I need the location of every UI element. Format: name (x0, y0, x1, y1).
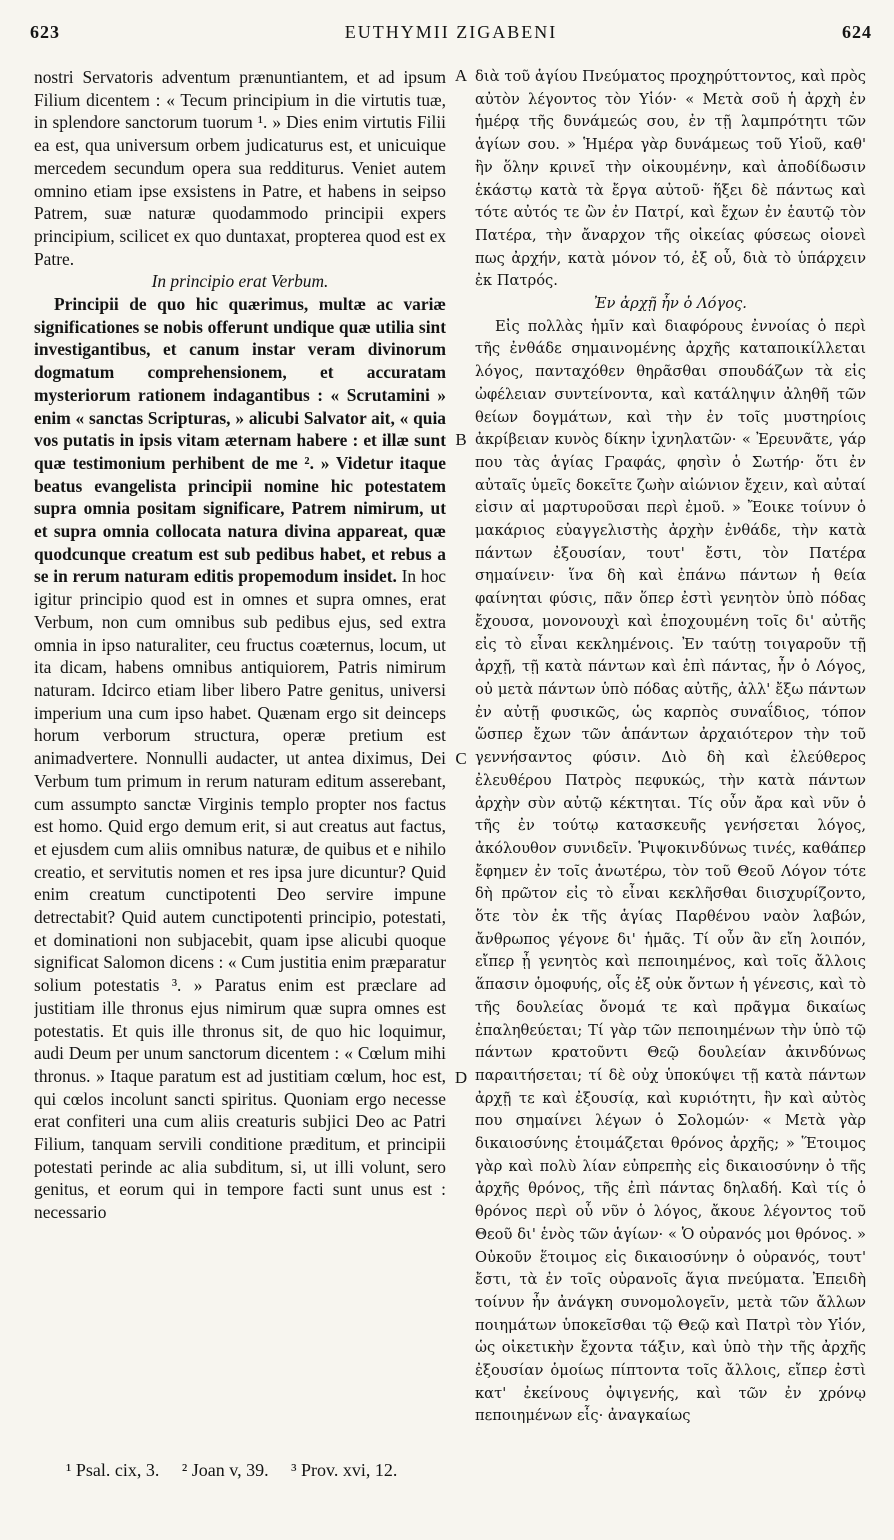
greek-column (475, 66, 866, 1426)
right-page-number: 624 (842, 22, 872, 42)
latin-bold-text: Principii de quo hic quærimus, multæ ac variæ significationes se nobis offerunt undique quæ utilia sint investigantibus, et canum instar veram divinorum dogmatum comprehensionem, et accuratam mysteriorum rationem indagantibus : « Scrutamini » enim « sanctas Scripturas, » alicubi Salvator ait, « quia vos putatis in ipsis vitam æternam habere : et illæ sunt quæ testimonium perhibent de me ². » Videtur itaque beatus evangelista principii nomine hic potestatem supra omnia positam significare, Patrem nimirum, ut et supra omnia collocata natura divina appareat, quæ quodcunque creatum est sub pedibus habet, et rebus a se in rerum naturam editis propemodum insidet. (34, 294, 446, 587)
latin-paragraph: nostri Servatoris adventum prænuntiantem, et ad ipsum Filium dicentem : « Tecum principium in die virtutis tuæ, in splendore sanctorum tuorum ¹. » Dies enim virtutis Filii ea est, qua universum orbem judicaturus est, et unicuique mercedem secundum opera sua redditurus. Veniet autem omnino etiam ipse exsistens in Patre, et habens in seipso Patrem, suæ naturæ quodammodo principii expers principium, scilicet ex quo duntaxat, propterea quod est ex Patre. (34, 67, 446, 269)
footnotes (66, 1460, 466, 1481)
margin-marker-b: B (455, 430, 467, 449)
footnote: ³ Prov. xvi, 12. (291, 1460, 398, 1480)
footnote: ² Joan v, 39. (181, 1460, 269, 1480)
running-title: EUTHYMII ZIGABENI (344, 22, 558, 42)
greek-paragraph: διὰ τοῦ ἁγίου Πνεύματος προχηρύττοντος, καὶ πρὸς αὐτὸν λέγοντος τὸν Υἱόν· « Μετὰ σοῦ ἡ ἀρχὴ ἐν ἡμέρᾳ τῆς δυνάμεώς σου, ἐν τῇ λαμπρότητι τῶν ἁγίων σου. » Ἡμέρα γὰρ δυνάμεως τοῦ Υἱοῦ, καθ' ἣν ὅλην κρινεῖ τὴν οἰκουμένην, καὶ ἀποδίδωσιν ἑκάστῳ κατὰ τὰ ἔργα αὐτοῦ· ἥξει δὲ πάντως καὶ τότε αὐτός τε ὢν ἐν Πατρί, καὶ ἔχων ἐν ἑαυτῷ τὸν Πατέρα, τὴν ἄναρχον τῆς οἰκείας φύσεως οἱονεὶ πως ἀρχήν, κατὰ μόνον τό, ἐξ οὗ, διὰ τὸ ὑπάρχειν ἐκ Πατρός. (475, 68, 866, 290)
margin-marker-d: D (454, 1068, 468, 1087)
margin-marker-a: A (454, 66, 468, 85)
latin-paragraph (34, 293, 446, 1224)
running-header (30, 8, 872, 48)
footnote: ¹ Psal. cix, 3. (66, 1460, 160, 1480)
left-page-number: 623 (30, 22, 60, 42)
margin-markers (451, 66, 471, 1426)
latin-lemma-heading: In principio erat Verbum. (151, 271, 329, 292)
latin-text: In hoc igitur principio quod est in omnes et supra omnes, erat Verbum, non cum omnibus sub pedibus ejus, sed extra omnia in ipso naturaliter, ceu fructus coæternus, locum, ut ita dicam, habens omnibus antiquiorem, Patris nimirum naturam. Idcirco etiam liber libero Patre genitus, universi imperium una cum ipso habet. Quænam ergo sit deinceps horum verborum structura, operæ pretium est animadvertere. Nonnulli audacter, ut antea diximus, Dei Verbum tum primum in rerum naturam editum asserebant, cum assumpto sanctæ Virginis templo propter nos factus est homo. Quid ergo demum erit, si aut creatus aut factus, et ejusdem cum aliis omnibus naturæ, de quibus et e nihilo creatio, et servitutis nomen et res ipsa jure dicuntur? Quid enim creatum cunctipotenti Deo servire impune detrectabit? Quid autem cunctipotenti principio, potestati, et dominationi non subjacebit, quam ipse alicubi quoque significat Salomon dicens : « Cum justitia enim præparatur solium potestatis ³. » Paratus enim est præclare ad justitiam ille thronus ejus nimirum quæ supra omnes est potestatis. Et quis ille thronus sit, de quo hic loquimur, audi Deum per unum sanctorum dicentem : « Cœlum mihi thronus. » Itaque paratum est ad justitiam cœlum, hoc est, qui cœlos incolunt sancti spiritus. Quoniam ergo necesse erat confiteri una cum aliis creaturis subjici Deo ac Patri Filium, tanquam servili conditione præditum, et principii potestati perinde ac alia subditum, si, ut illi volunt, sero genitus, et eorum qui in tempore facti sunt unus est : necessario (34, 566, 446, 1223)
margin-marker-c: C (455, 749, 467, 768)
greek-lemma-heading: Ἐν ἀρχῇ ἦν ὁ Λόγος. (594, 295, 747, 313)
latin-column (34, 66, 446, 1426)
greek-paragraph: Εἰς πολλὰς ἡμῖν καὶ διαφόρους ἐννοίας ὁ περὶ τῆς ἐνθάδε σημαινομένης ἀρχῆς καταποικίλλεται λόγος, πανταχόθεν θηρᾶσθαι σπουδάζων τὰ εἰς ὠφέλειαν συντείνοντα, καὶ κατάληψιν ἀληθῆ τῶν θείων δογμάτων, καὶ τὴν ἐν τοῖς μυστηρίοις ἀκρίβειαν κυνὸς δίκην ἰχνηλατῶν· « Ἐρευνᾶτε, γάρ που τὰς ἁγίας Γραφάς, φησὶν ὁ Σωτήρ· ὅτι ἐν αὐταῖς ὑμεῖς δοκεῖτε ζωὴν αἰώνιον ἔχειν, καὶ αὐταί εἰσιν αἱ μαρτυροῦσαι περὶ ἐμοῦ. » Ἔοικε τοίνυν ὁ μακάριος εὐαγγελιστὴς ἀρχὴν ἐνθάδε, τὴν κατὰ πάντων ἐξουσίαν, τουτ' ἔστι, τὸν Πατέρα σημαίνειν· ἵνα δὴ καὶ ἐπάνω πάντων ἡ θεία φαίνηται φύσις, πᾶν ὅπερ ἐστὶ γενητὸν ὑπὸ πόδας ἔχουσα, μονονουχὶ καὶ ἐποχουμένη τοῖς δι' αὐτῆς εἰς τὸ εἶναι κεκλημένοις. Ἐν ταύτῃ τοιγαροῦν τῇ ἀρχῇ, τῇ κατὰ πάντων καὶ ἐπὶ πάντας, ἦν ὁ Λόγος, οὐ μετὰ πάντων ὑπὸ πόδας αὐτῆς, ἀλλ' ἔξω πάντων ἐν αὐτῇ φυσικῶς, ὡς καρπὸς συναΐδιος, τόπον ὥσπερ ἔχων τῶν ἁπάντων ἀρχαιότερον τὴν τοῦ γεννήσαντος φύσιν. Διὸ δὴ καὶ ἐλεύθερος ἐλευθέρου Πατρὸς πεφυκώς, τὴν κατὰ πάντων ἀρχὴν σὺν αὐτῷ κέκτηται. Τίς οὖν ἄρα καὶ νῦν ὁ τῆς ἐν τούτῳ κατασκευῆς γενήσεται λόγος, ἀκόλουθον συνιδεῖν. Ῥιψοκινδύνως τινές, καθάπερ ἔφημεν ἐν τοῖς ἀνωτέρω, τὸν τοῦ Θεοῦ Λόγον τότε δὴ πρῶτον εἰς τὸ εἶναι κεκλῆσθαι διισχυρίζοντο, ὅτε τὸν ἐκ τῆς ἁγίας Παρθένου ναὸν λαβών, ἄνθρωπος γέγονε δι' ἡμᾶς. Τί οὖν ἂν εἴη λοιπόν, εἴπερ ᾖ γενητὸς καὶ πεποιημένος, καὶ τοῖς ἄλλοις ἅπασιν ὁμοφυής, οἷς ἐξ οὐκ ὄντων ἡ γένεσις, καὶ τὸ τῆς δουλείας ὄνομά τε καὶ πρᾶγμα δικαίως ἐπαληθεύεται; Τί γὰρ τῶν πεποιημένων τὴν ὑπὸ τῷ πάντων κρατοῦντι Θεῷ δουλείαν ἀκινδύνως παραιτήσεται; τί δὲ οὐχ ὑποκύψει τῇ κατὰ πάντων ἀρχῇ τε καὶ ἐξουσίᾳ, καὶ κυριότητι, ἣν καὶ αὐτὸς που σημαίνει λέγων ὁ Σολομών· « Μετὰ γὰρ δικαιοσύνης ἑτοιμάζεται θρόνος ἀρχῆς; » Ἕτοιμος γὰρ καὶ πολὺ λίαν εὐπρεπὴς εἰς δικαιοσύνην ὁ τῆς ἀρχῆς θρόνος, τῆς ἐπὶ πάντας δηλαδή. Καὶ τίς ὁ θρόνος περὶ οὗ νῦν ὁ λόγος, ἄκουε λέγοντος τοῦ Θεοῦ δι' ἑνὸς τῶν ἁγίων· « Ὁ οὐρανός μοι θρόνος. » Οὐκοῦν ἕτοιμος εἰς δικαιοσύνην ὁ οὐρανός, τουτ' ἔστι, τὰ ἐν τοῖς οὐρανοῖς ἅγια πνεύματα. Ἐπειδὴ τοίνυν ἦν ἀνάγκη συνομολογεῖν, μετὰ τῶν ἄλλων ποιημάτων ὑποκεῖσθαι τῷ Θεῷ καὶ Πατρὶ τὸν Υἱόν, ὡς οἰκετικὴν ἔχοντα τάξιν, καὶ ὑπὸ τὴν τῆς ἀρχῆς ἐξουσίαν ὁμοίως πίπτοντα τοῖς ἄλλοις, εἴπερ ἐστὶ κατ' ἐκείνους ὀψιγενής, καὶ τῶν ἐν χρόνῳ πεποιημένων εἷς· ἀναγκαίως (475, 317, 866, 1425)
